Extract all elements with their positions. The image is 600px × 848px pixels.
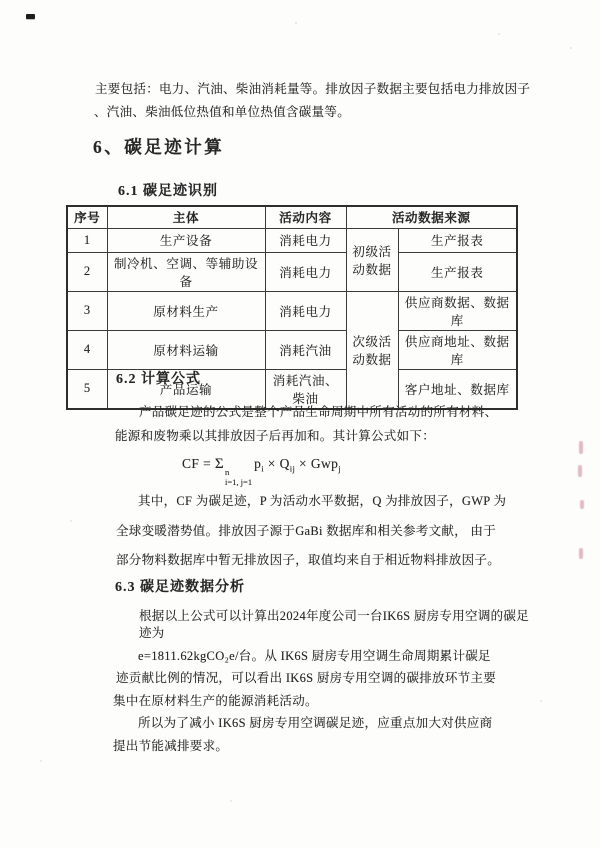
carbon-footprint-formula bbox=[182, 456, 341, 488]
cell-source: 供应商数据、数据库 bbox=[398, 291, 517, 330]
cell-source: 生产报表 bbox=[398, 228, 517, 252]
col-header-activity: 活动内容 bbox=[265, 206, 346, 228]
cell-subject: 原材料生产 bbox=[107, 291, 265, 330]
cell-no: 4 bbox=[67, 330, 107, 369]
cell-subject: 产品运输 bbox=[107, 369, 265, 409]
section-6-2-heading: 6.2 计算公式 bbox=[116, 372, 201, 387]
scan-artifact-mark bbox=[26, 14, 35, 19]
para-6-2-explain-line: 其中，CF 为碳足迹，P 为活动水平数据，Q 为排放因子，GWP 为 bbox=[138, 494, 507, 508]
cell-activity: 消耗汽油 bbox=[265, 330, 346, 369]
formula-term-gwp: Gwp bbox=[310, 456, 339, 471]
formula-term-q-sub: ij bbox=[289, 463, 296, 474]
scan-speckle bbox=[70, 520, 72, 522]
formula-lhs: CF = bbox=[182, 456, 215, 471]
para-6-2-line: 产品碳足迹的公式是整个产品生命周期中所有活动的所有材料、 bbox=[139, 405, 498, 419]
scan-artifact-pink bbox=[578, 465, 582, 477]
cell-subject: 生产设备 bbox=[107, 228, 265, 252]
formula-sigma-sup: n bbox=[225, 467, 230, 477]
cell-source: 供应商地址、数据库 bbox=[398, 330, 517, 369]
scan-speckle bbox=[498, 33, 500, 35]
formula-term-q: Q bbox=[279, 456, 290, 471]
col-header-no: 序号 bbox=[67, 206, 107, 228]
para-6-3-line: 集中在原材料生产的能源消耗活动。 bbox=[113, 694, 318, 708]
formula-sigma-sub: i=1, j=1 bbox=[225, 476, 253, 487]
cell-no: 1 bbox=[67, 228, 107, 252]
para-6-3-conclusion-line: 提出节能减排要求。 bbox=[113, 739, 229, 753]
table-row bbox=[67, 228, 517, 252]
section-6-1-heading: 6.1 碳足迹识别 bbox=[118, 184, 218, 199]
table-row bbox=[67, 252, 517, 291]
scan-speckle bbox=[295, 22, 297, 24]
scan-speckle bbox=[230, 800, 232, 802]
intro-paragraph-line: 主要包括：电力、汽油、柴油消耗量等。排放因子数据主要包括电力排放因子 bbox=[95, 82, 531, 96]
cell-no: 5 bbox=[67, 369, 107, 409]
para-6-3-line: 迹贡献比例的情况，可以看出 IK6S 厨房专用空调的碳排放环节主要 bbox=[116, 671, 497, 685]
scan-artifact-pink bbox=[579, 441, 583, 454]
scan-speckle bbox=[40, 760, 42, 762]
para-6-2-explain-line: 部分物料数据库中暂无排放因子，取值均来自于相近物料排放因子。 bbox=[116, 553, 501, 567]
formula-times: × bbox=[264, 456, 280, 471]
cell-no: 3 bbox=[67, 291, 107, 330]
intro-paragraph-line: 、汽油、柴油低位热值和单位热值含碳量等。 bbox=[94, 105, 351, 119]
scan-speckle bbox=[570, 47, 572, 49]
table-row bbox=[67, 330, 517, 369]
formula-term-p-sub: i bbox=[261, 463, 265, 474]
para-6-2-explain-line: 全球变暖潜势值。排放因子源于GaBi 数据库和相关参考文献， 由于 bbox=[116, 524, 497, 538]
cell-source: 生产报表 bbox=[398, 252, 517, 291]
scan-speckle bbox=[540, 700, 542, 702]
cell-activity: 消耗电力 bbox=[265, 291, 346, 330]
cell-activity: 消耗电力 bbox=[265, 252, 346, 291]
cell-subject: 制冷机、空调、等辅助设备 bbox=[107, 252, 265, 291]
cell-source: 客户地址、数据库 bbox=[398, 369, 517, 409]
cell-activity: 消耗汽油、柴油 bbox=[265, 369, 346, 409]
scan-artifact-pink bbox=[580, 500, 584, 509]
scan-artifact-pink bbox=[579, 548, 583, 559]
cell-group-primary: 初级活动数据 bbox=[346, 228, 398, 291]
formula-sigma: Σ bbox=[214, 456, 225, 472]
table-row bbox=[67, 291, 517, 330]
para-6-3-line: 迹为 bbox=[139, 626, 165, 640]
cell-subject: 原材料运输 bbox=[107, 330, 265, 369]
formula-times: × bbox=[295, 456, 311, 471]
table-header-row bbox=[67, 206, 517, 228]
cell-group-secondary: 次级活动数据 bbox=[346, 291, 398, 409]
col-header-subject: 主体 bbox=[107, 206, 265, 228]
para-6-3-conclusion-line: 所以为了减小 IK6S 厨房专用空调碳足迹，应重点加大对供应商 bbox=[138, 716, 493, 730]
para-6-3-line: e=1811.62kgCO₂e/台。从 IK6S 厨房专用空调生命周期累计碳足 bbox=[138, 649, 491, 663]
section-6-heading: 6、碳足迹计算 bbox=[93, 137, 225, 157]
formula-term-gwp-sub: j bbox=[338, 463, 342, 474]
formula-term-p: p bbox=[254, 456, 262, 471]
section-6-3-heading: 6.3 碳足迹数据分析 bbox=[115, 580, 245, 595]
cell-activity: 消耗电力 bbox=[265, 228, 346, 252]
col-header-source: 活动数据来源 bbox=[346, 206, 517, 228]
para-6-3-line: 根据以上公式可以计算出2024年度公司一台IK6S 厨房专用空调的碳足 bbox=[139, 609, 530, 623]
cell-no: 2 bbox=[67, 252, 107, 291]
para-6-2-line: 能源和废物乘以其排放因子后再加和。其计算公式如下： bbox=[115, 429, 436, 443]
